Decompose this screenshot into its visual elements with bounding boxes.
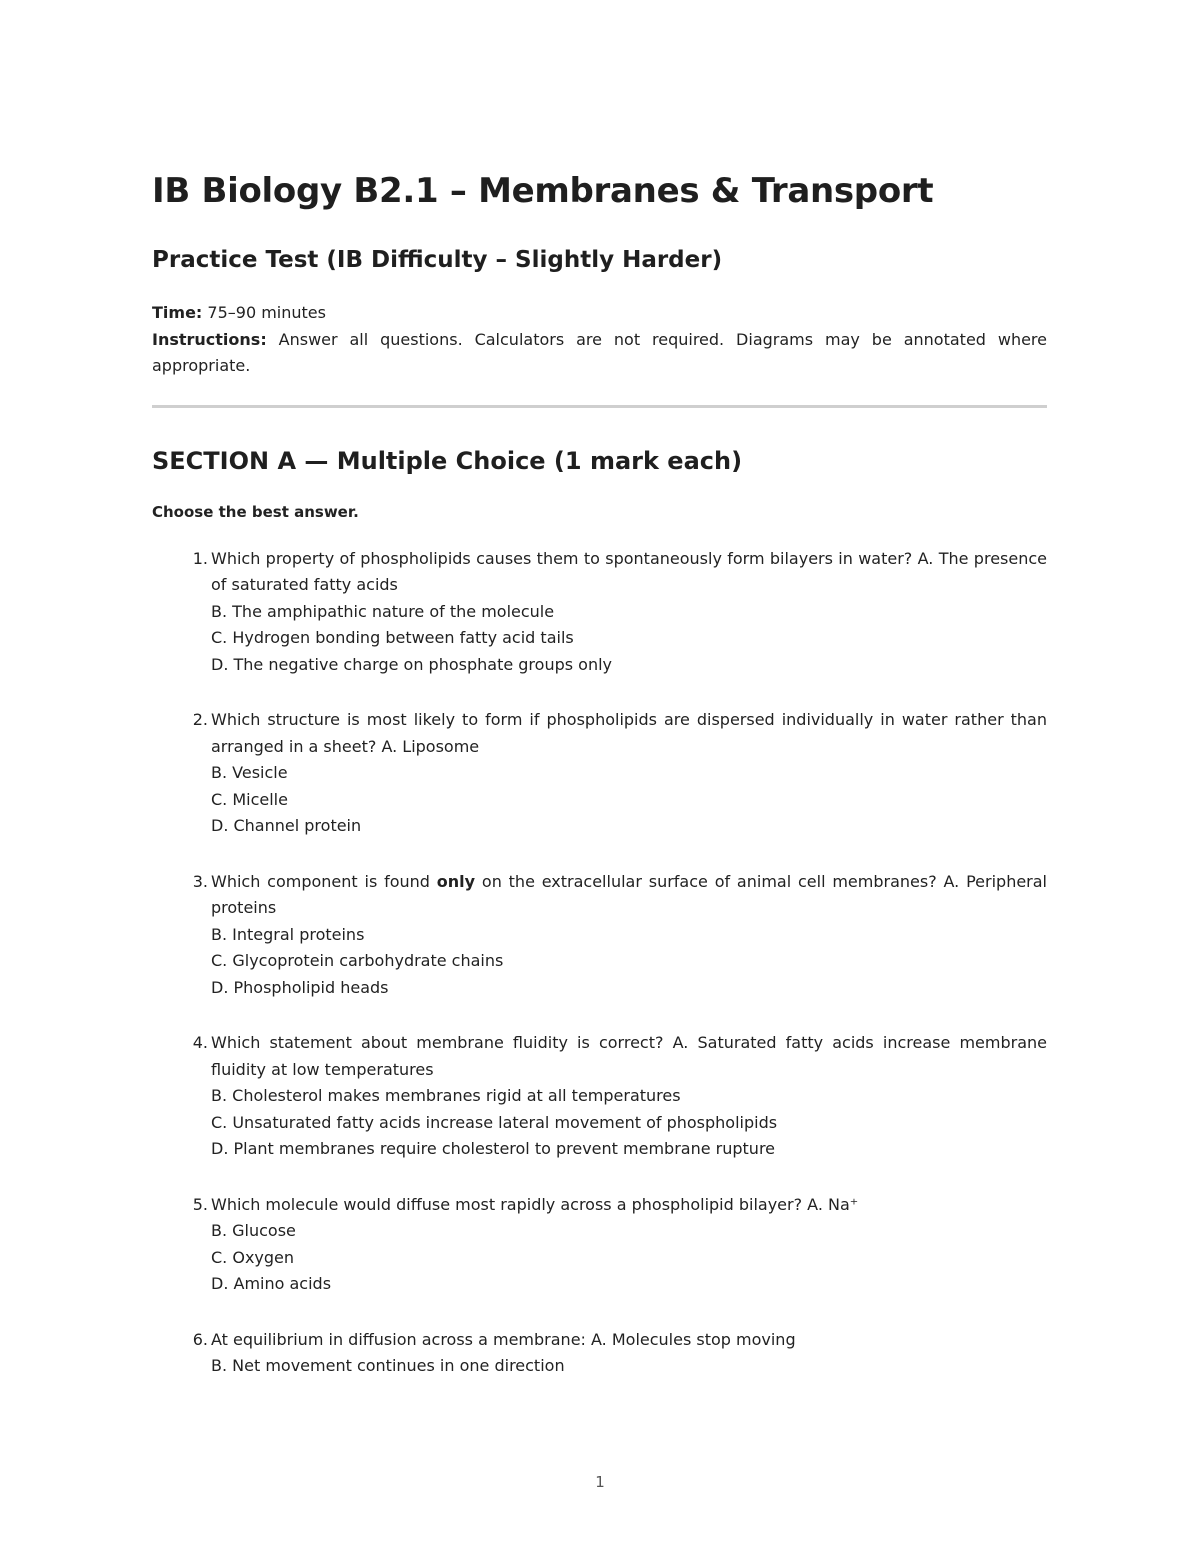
choose-instruction: Choose the best answer.: [152, 502, 359, 521]
option-d: D. Plant membranes require cholesterol to prevent membrane rupture: [211, 1139, 776, 1158]
instructions-value: Answer all questions. Calculators are not required. Diagrams may be annotated where appropriate.: [152, 329, 1047, 375]
question-list: [152, 546, 1047, 1380]
option-c: C. Unsaturated fatty acids increase lateral movement of phospholipids: [211, 1112, 778, 1132]
option-b: B. Integral proteins: [211, 924, 365, 944]
option-b: B. Cholesterol makes membranes rigid at all temperatures: [211, 1086, 681, 1105]
question-3: [152, 869, 1047, 1002]
question-number: 5.: [192, 1194, 208, 1214]
question-stem: Which statement about membrane fluidity is correct? A. Saturated fatty acids increase membrane fluidity at low temperatures: [211, 1033, 1047, 1079]
option-d: D. Amino acids: [211, 1274, 332, 1293]
stem-emphasis: only: [436, 871, 476, 891]
instructions-label: Instructions:: [152, 329, 267, 349]
question-2: [152, 707, 1047, 840]
option-b: B. Vesicle: [211, 763, 288, 782]
stem-text: on the extracellular surface of animal cell membranes? A. Peripheral proteins: [211, 871, 1047, 917]
question-number: 2.: [192, 710, 208, 729]
question-number: 6.: [192, 1329, 208, 1349]
option-c: C. Micelle: [211, 789, 288, 809]
question-number: 4.: [192, 1033, 208, 1052]
question-stem: Which property of phospholipids causes them to spontaneously form bilayers in water? A. The presence of saturated fatty acids: [211, 548, 1047, 594]
question-number: 1.: [192, 548, 208, 568]
page-number: 1: [595, 1473, 605, 1491]
page-content: [152, 168, 1047, 1409]
page-title: IB Biology B2.1 – Membranes & Transport: [152, 171, 934, 211]
question-1: [152, 546, 1047, 679]
question-stem: At equilibrium in diffusion across a membrane: A. Molecules stop moving: [211, 1329, 796, 1349]
question-stem: Which molecule would diffuse most rapidly across a phospholipid bilayer? A. Na⁺: [211, 1194, 859, 1214]
option-d: D. Phospholipid heads: [211, 977, 389, 997]
question-stem: [211, 869, 1047, 922]
option-c: C. Hydrogen bonding between fatty acid tails: [211, 628, 574, 647]
option-d: D. The negative charge on phosphate groups only: [211, 654, 612, 674]
time-line: [152, 300, 1047, 327]
option-c: C. Glycoprotein carbohydrate chains: [211, 951, 504, 970]
question-4: [152, 1030, 1047, 1163]
instructions-line: [152, 327, 1047, 380]
test-meta: [152, 300, 1047, 380]
option-b: B. Glucose: [211, 1221, 296, 1240]
question-number: 3.: [192, 871, 208, 891]
page-subtitle: Practice Test (IB Difficulty – Slightly Harder): [152, 247, 723, 273]
option-d: D. Channel protein: [211, 816, 362, 835]
option-b: B. Net movement continues in one direction: [211, 1356, 565, 1375]
stem-text: Which component is found: [211, 871, 437, 891]
divider: [152, 405, 1047, 408]
option-c: C. Oxygen: [211, 1247, 295, 1267]
question-stem: Which structure is most likely to form if phospholipids are dispersed individually in water rather than arranged in a sheet? A. Liposome: [211, 710, 1047, 756]
question-6: [152, 1327, 1047, 1380]
time-value: 75–90 minutes: [202, 303, 326, 322]
question-5: [152, 1192, 1047, 1298]
option-b: B. The amphipathic nature of the molecule: [211, 601, 555, 621]
time-label: Time:: [152, 303, 203, 322]
section-title: SECTION A — Multiple Choice (1 mark each): [152, 446, 743, 475]
